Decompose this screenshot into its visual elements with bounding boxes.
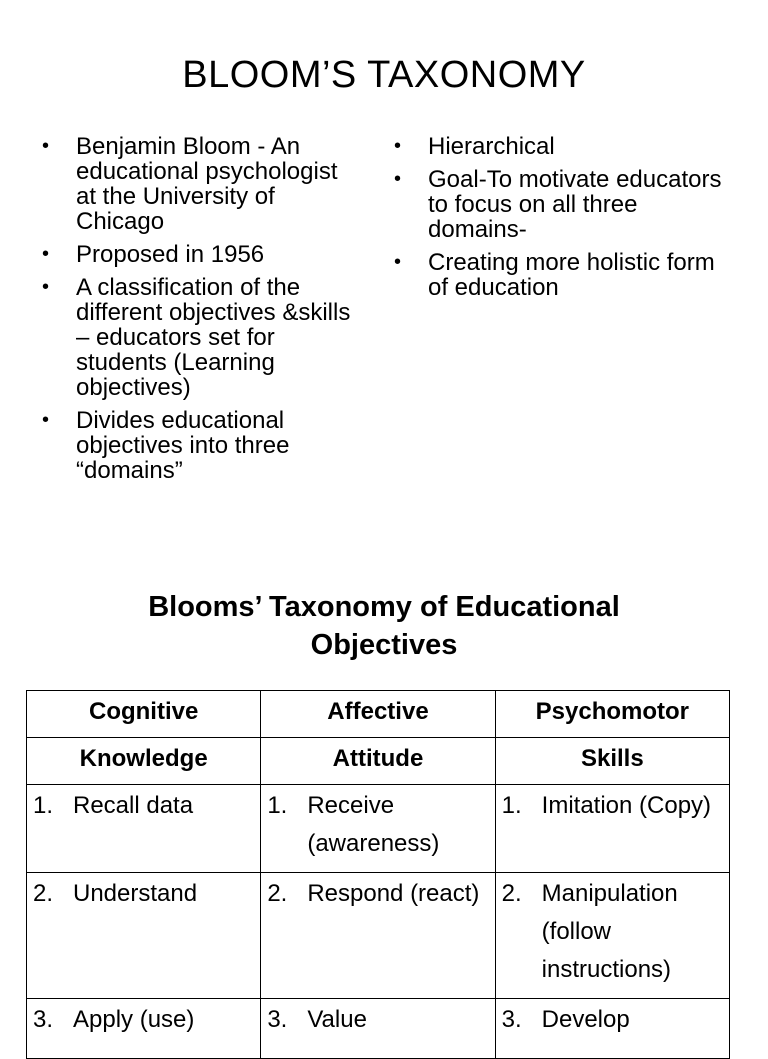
table-cell (495, 999, 729, 1059)
table-cell (27, 873, 261, 999)
table-cell (27, 785, 261, 873)
list-item (42, 275, 362, 400)
right-bullet-list (394, 134, 724, 308)
list-item (394, 167, 724, 242)
bullet-icon: • (394, 135, 402, 157)
item-number: 1. (501, 792, 522, 819)
section-heading: Blooms’ Taxonomy of Educational Objectives (148, 591, 620, 661)
list-item (394, 134, 724, 159)
table-row (27, 873, 730, 999)
table-cell (261, 785, 495, 873)
bullet-icon: • (42, 409, 50, 431)
list-item (394, 250, 724, 300)
column-header-psychomotor: Psychomotor (495, 691, 729, 738)
item-text: Value (307, 1006, 367, 1033)
item-number: 3. (33, 1006, 54, 1033)
item-text: Develop (541, 1006, 630, 1033)
item-text: Apply (use) (73, 1006, 195, 1033)
table-cell (495, 873, 729, 999)
item-number: 3. (501, 1006, 522, 1033)
bullet-icon: • (42, 243, 50, 265)
item-number: 1. (33, 792, 54, 819)
list-item (42, 242, 362, 267)
item-text: Respond (react) (307, 880, 480, 907)
table-subheader-row (27, 738, 730, 785)
table-row (27, 999, 730, 1059)
item-number: 2. (33, 880, 54, 907)
bullet-text: Divides educational objectives into three “domains” (76, 407, 290, 484)
left-bullet-list (42, 134, 362, 491)
bullet-text: Hierarchical (428, 133, 555, 160)
item-number: 2. (501, 880, 522, 907)
taxonomy-table (26, 690, 730, 1059)
bullet-icon: • (394, 168, 402, 190)
list-item (42, 408, 362, 483)
bullet-text: A classification of the different objectives &skills – educators set for students (Learning objectives) (76, 274, 351, 401)
item-text: Imitation (Copy) (541, 792, 712, 819)
bullet-icon: • (42, 135, 50, 157)
table-cell (27, 999, 261, 1059)
list-item (42, 134, 362, 234)
table-cell (495, 785, 729, 873)
subheader-attitude: Attitude (261, 738, 495, 785)
item-number: 2. (267, 880, 288, 907)
table-header-row (27, 691, 730, 738)
slide-title: BLOOM’S TAXONOMY (182, 54, 586, 96)
item-number: 3. (267, 1006, 288, 1033)
item-number: 1. (267, 792, 288, 819)
bullet-icon: • (42, 276, 50, 298)
column-header-cognitive: Cognitive (27, 691, 261, 738)
bullet-text: Proposed in 1956 (76, 241, 265, 268)
table-cell (261, 999, 495, 1059)
item-text: Understand (73, 880, 198, 907)
item-text: Recall data (73, 792, 194, 819)
bullet-icon: • (394, 251, 402, 273)
item-text: Receive (awareness) (307, 792, 440, 857)
bullet-text: Creating more holistic form of education (428, 249, 715, 301)
column-header-affective: Affective (261, 691, 495, 738)
table-cell (261, 873, 495, 999)
item-text: Manipulation (follow instructions) (541, 880, 678, 983)
bullet-text: Goal-To motivate educators to focus on all three domains- (428, 166, 722, 243)
bullet-text: Benjamin Bloom - An educational psychologist at the University of Chicago (76, 133, 338, 235)
subheader-skills: Skills (495, 738, 729, 785)
subheader-knowledge: Knowledge (27, 738, 261, 785)
table-row (27, 785, 730, 873)
